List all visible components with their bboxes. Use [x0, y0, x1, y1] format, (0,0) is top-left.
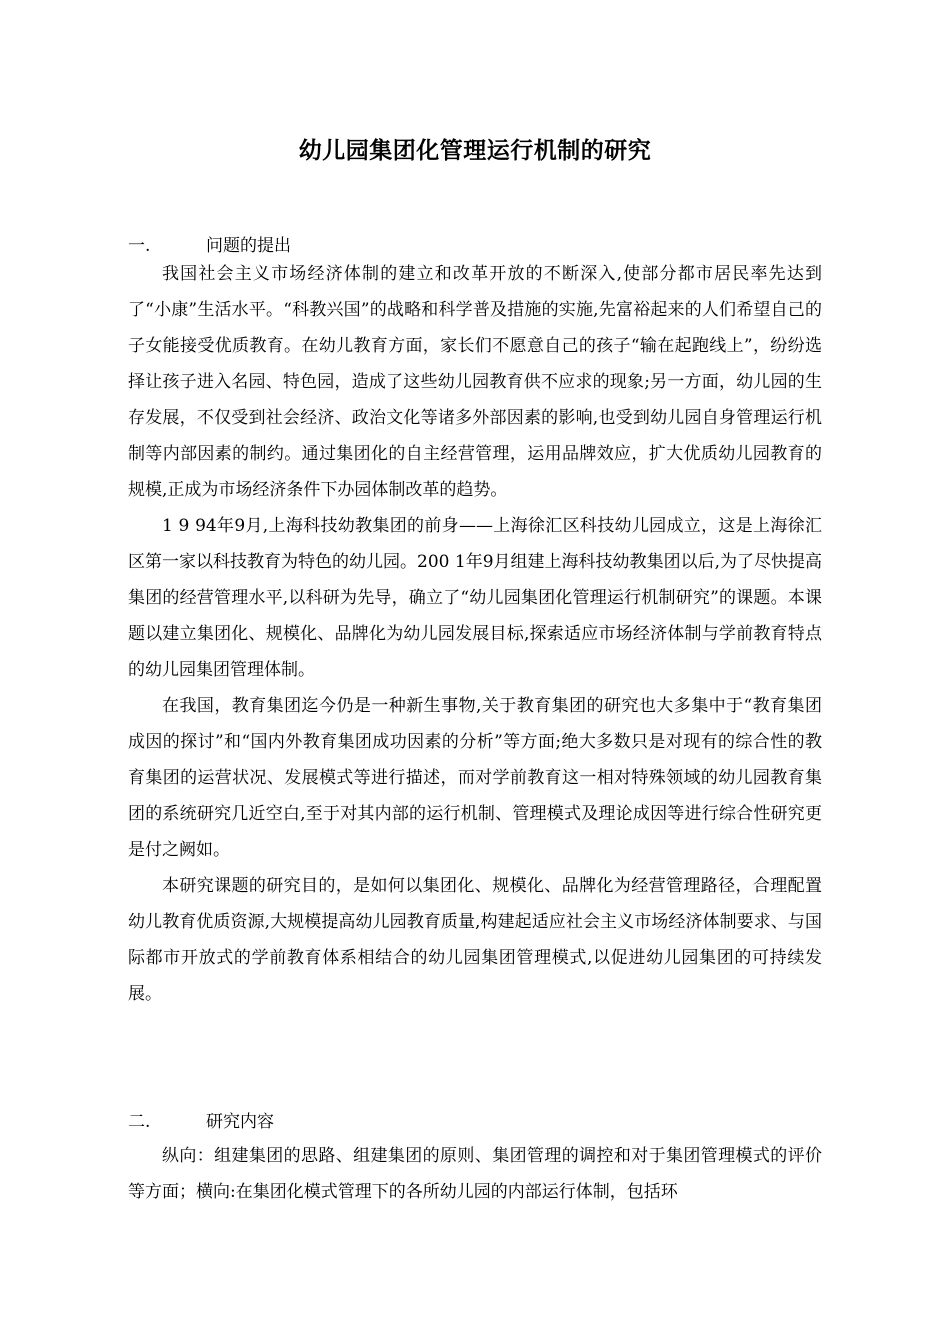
section-title: 研究内容 — [206, 1112, 274, 1132]
document-title: 幼儿园集团化管理运行机制的研究 — [298, 137, 652, 164]
section-body-2 — [128, 1138, 822, 1210]
section-number: 二. — [128, 1112, 151, 1132]
paragraph: 1 9 94年9月,上海科技幼教集团的前身——上海徐汇区科技幼儿园成立，这是上海徐汇区第一家以科技教育为特色的幼儿园。200 1年9月组建上海科技幼教集团以后,为了尽快提高集团的经营管理水平,以科研为先导，确立了“幼儿园集团化管理运行机制研究”的课题。本课题以建立集团化、规模化、品牌化为幼儿园发展目标,探索适应市场经济体制与学前教育特点的幼儿园集团管理体制。 — [128, 516, 822, 680]
section-title: 问题的提出 — [206, 236, 291, 256]
section-number: 一. — [128, 236, 151, 256]
paragraph: 本研究课题的研究目的，是如何以集团化、规模化、品牌化为经营管理路径，合理配置幼儿教育优质资源,大规模提高幼儿园教育质量,构建起适应社会主义市场经济体制要求、与国际都市开放式的学前教育体系相结合的幼儿园集团管理模式,以促进幼儿园集团的可持续发展。 — [128, 876, 822, 1004]
paragraph: 纵向：组建集团的思路、组建集团的原则、集团管理的调控和对于集团管理模式的评价等方面；横向:在集团化模式管理下的各所幼儿园的内部运行体制，包括环 — [128, 1146, 822, 1202]
paragraph: 我国社会主义市场经济体制的建立和改革开放的不断深入,使部分都市居民率先达到了“小康”生活水平。“科教兴国”的战略和科学普及措施的实施,先富裕起来的人们希望自己的子女能接受优质教育。在幼儿教育方面，家长们不愿意自己的孩子“输在起跑线上”，纷纷选择让孩子进入名园、特色园，造成了这些幼儿园教育供不应求的现象;另一方面，幼儿园的生存发展，不仅受到社会经济、政治文化等诸多外部因素的影响,也受到幼儿园自身管理运行机制等内部因素的制约。通过集团化的自主经营管理，运用品牌效应，扩大优质幼儿园教育的规模,正成为市场经济条件下办园体制改革的趋势。 — [128, 264, 822, 500]
paragraph: 在我国，教育集团迄今仍是一种新生事物,关于教育集团的研究也大多集中于“教育集团成因的探讨”和“国内外教育集团成功因素的分析”等方面;绝大多数只是对现有的综合性的教育集团的运营状况、发展模式等进行描述，而对学前教育这一相对特殊领域的幼儿园教育集团的系统研究几近空白,至于对其内部的运行机制、管理模式及理论成因等进行综合性研究更是付之阙如。 — [128, 696, 822, 860]
section-heading-2 — [128, 1104, 274, 1140]
section-body-1 — [128, 256, 822, 1012]
